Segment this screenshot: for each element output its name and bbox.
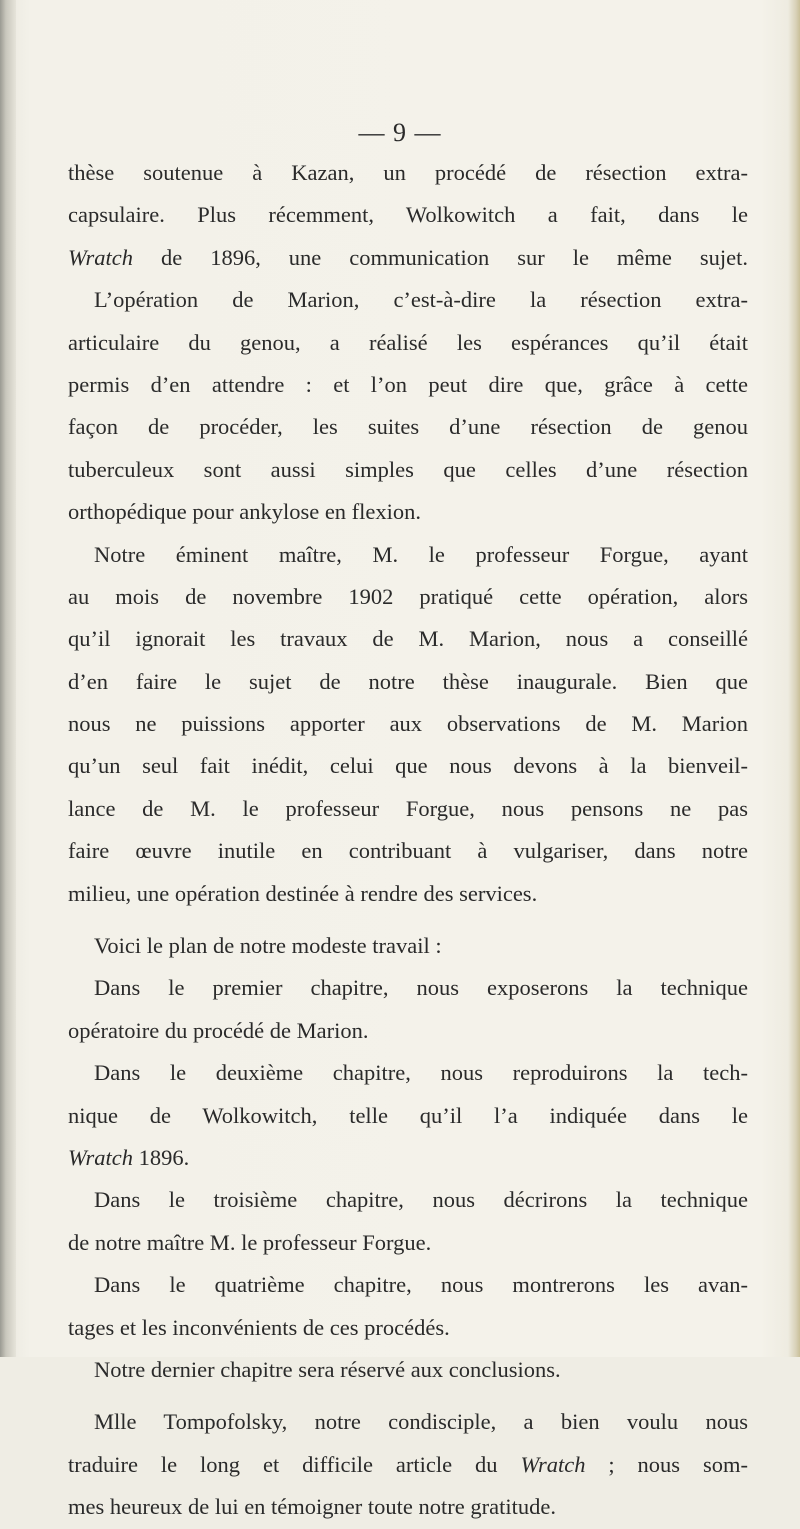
page-number: — 9 — (358, 118, 442, 147)
page-binding-edge (0, 0, 16, 1357)
text-line: milieu, une opération destinée à rendre des services. (68, 880, 538, 906)
text-line: thèse soutenue à Kazan, un procédé de résection extra- (68, 160, 748, 185)
text-line: Dans le quatrième chapitre, nous montrerons les avan- (94, 1272, 748, 1298)
text-line: Dans le premier chapitre, nous exposerons la technique (94, 975, 748, 1001)
text-line: nous ne puissions apporter aux observations de M. Marion (68, 711, 748, 737)
text-line: Notre éminent maître, M. le professeur Forgue, ayant (94, 541, 748, 567)
text-line: tuberculeux sont aussi simples que celles d’une résection (68, 456, 748, 482)
text-line: Wratch 1896. (68, 1144, 190, 1170)
text-line: opératoire du procédé de Marion. (68, 1017, 369, 1043)
text-line: capsulaire. Plus récemment, Wolkowitch a fait, dans le (68, 202, 748, 228)
text-line: Notre dernier chapitre sera réservé aux conclusions. (94, 1356, 561, 1382)
journal-title: Wratch (68, 1144, 133, 1170)
text-line: tages et les inconvénients de ces procédés. (68, 1314, 450, 1340)
text-line: Wratch de 1896, une communication sur le même sujet. (68, 244, 748, 270)
text-line: orthopédique pour ankylose en flexion. (68, 499, 422, 525)
journal-title: Wratch (520, 1451, 586, 1477)
text-line: mes heureux de lui en témoigner toute notre gratitude. (68, 1494, 556, 1520)
text-line: qu’un seul fait inédit, celui que nous devons à la bienveil- (68, 753, 748, 779)
text-line: Voici le plan de notre modeste travail : (94, 933, 442, 959)
text-line: permis d’en attendre : et l’on peut dire que, grâce à cette (68, 371, 748, 397)
text-line: L’opération de Marion, c’est-à-dire la résection extra- (94, 287, 748, 313)
page-right-edge (788, 0, 800, 1357)
text-line: Mlle Tompofolsky, notre condisciple, a bien voulu nous (94, 1409, 748, 1435)
journal-title: Wratch (68, 244, 133, 270)
text-line: traduire le long et difficile article du Wratch ; nous som- (68, 1451, 748, 1477)
text-line: qu’il ignorait les travaux de M. Marion, nous a conseillé (68, 626, 748, 652)
text-line: de notre maître M. le professeur Forgue. (68, 1229, 432, 1255)
text-line: Dans le deuxième chapitre, nous reproduirons la tech- (94, 1060, 748, 1086)
text-line: lance de M. le professeur Forgue, nous pensons ne pas (68, 795, 748, 821)
text-line: articulaire du genou, a réalisé les espérances qu’il était (68, 329, 748, 355)
text-line: faire œuvre inutile en contribuant à vulgariser, dans notre (68, 838, 748, 864)
text-line: façon de procéder, les suites d’une résection de genou (68, 414, 748, 440)
text-line: Dans le troisième chapitre, nous décrirons la technique (94, 1187, 748, 1213)
text-line: nique de Wolkowitch, telle qu’il l’a indiquée dans le (68, 1102, 748, 1128)
body-text (68, 152, 748, 1529)
text-line: d’en faire le sujet de notre thèse inaugurale. Bien que (68, 668, 748, 694)
text-line: au mois de novembre 1902 pratiqué cette opération, alors (68, 583, 748, 609)
